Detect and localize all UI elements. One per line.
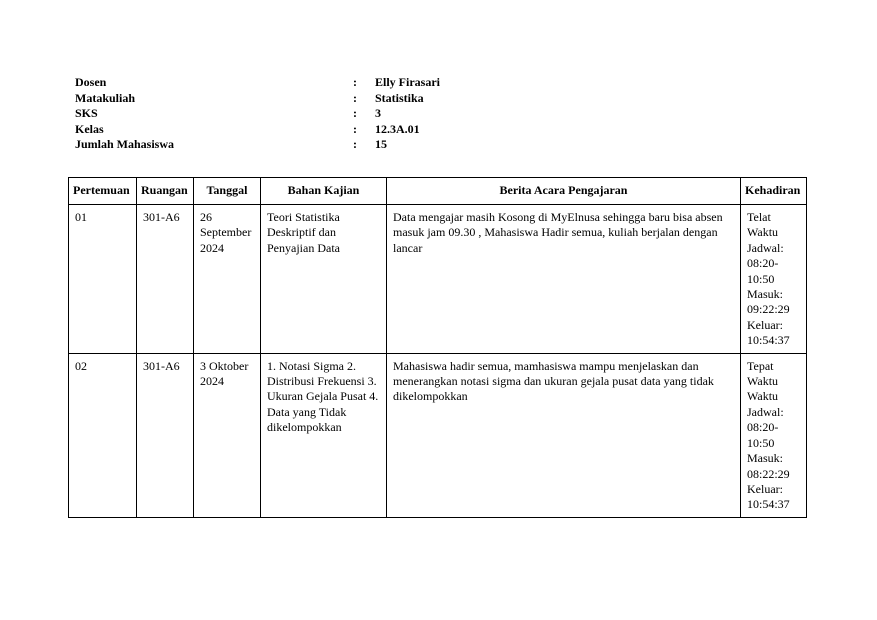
attendance-line: 10:50	[747, 435, 775, 450]
info-label: SKS	[75, 106, 98, 121]
attendance-line: 10:54:37	[747, 333, 790, 348]
table-header-row	[69, 178, 807, 205]
info-row-dosen	[75, 75, 575, 91]
attendance-line: Telat	[747, 210, 771, 224]
header-ruangan: Ruangan	[137, 178, 194, 205]
info-row-kelas	[75, 122, 575, 138]
attendance-line: Jadwal:	[747, 240, 784, 255]
attendance-line: Jadwal:	[747, 404, 784, 419]
info-label: Jumlah Mahasiswa	[75, 137, 175, 152]
info-separator: :	[353, 75, 357, 89]
attendance-line: Tepat	[747, 358, 774, 373]
info-value: 3	[375, 106, 381, 121]
attendance-line: Waktu	[747, 225, 779, 240]
info-value: Statistika	[375, 90, 424, 105]
cell-pertemuan: 01	[69, 205, 137, 354]
cell-bahan-kajian: 1. Notasi Sigma 2. Distribusi Frekuensi 3. Ukuran Gejala Pusat 4. Data yang Tidak dikelompokkan	[261, 353, 387, 517]
info-label: Kelas	[75, 121, 104, 136]
table-row	[69, 205, 807, 354]
info-value: Elly Firasari	[375, 75, 440, 89]
header-pertemuan: Pertemuan	[69, 178, 137, 205]
attendance-line: Keluar:	[747, 481, 783, 496]
info-value: 15	[375, 137, 387, 152]
attendance-line: 10:50	[747, 271, 775, 286]
cell-tanggal: 3 Oktober 2024	[194, 353, 261, 517]
info-separator: :	[353, 137, 357, 152]
cell-bahan-kajian: Teori Statistika Deskriptif dan Penyajian Data	[261, 205, 387, 354]
cell-pertemuan: 02	[69, 353, 137, 517]
course-info	[75, 75, 575, 153]
header-bahan-kajian: Bahan Kajian	[261, 178, 387, 205]
info-label: Dosen	[75, 75, 107, 89]
header-tanggal: Tanggal	[194, 178, 261, 205]
info-row-jumlah-mahasiswa	[75, 137, 575, 153]
header-kehadiran: Kehadiran	[741, 178, 807, 205]
attendance-line: 08:20-	[747, 256, 779, 271]
attendance-line: 08:22:29	[747, 466, 790, 481]
info-row-matakuliah	[75, 91, 575, 107]
cell-ruangan: 301-A6	[137, 353, 194, 517]
cell-tanggal: 26 September 2024	[194, 205, 261, 354]
cell-kehadiran	[741, 353, 807, 517]
info-separator: :	[353, 121, 357, 136]
info-row-sks	[75, 106, 575, 122]
attendance-line: 09:22:29	[747, 302, 790, 317]
attendance-line: Waktu	[747, 374, 779, 389]
attendance-line: 10:54:37	[747, 497, 790, 512]
teaching-log-table	[68, 177, 807, 518]
info-separator: :	[353, 90, 357, 105]
attendance-line: Waktu	[747, 389, 779, 404]
table-row	[69, 353, 807, 517]
attendance-line: Masuk:	[747, 287, 783, 302]
cell-berita-acara: Mahasiswa hadir semua, mamhasiswa mampu menjelaskan dan menerangkan notasi sigma dan ukuran gejala pusat data yang tidak dikelompokkan	[387, 353, 741, 517]
cell-kehadiran	[741, 205, 807, 354]
attendance-line: 08:20-	[747, 420, 779, 435]
attendance-line: Masuk:	[747, 451, 783, 466]
info-separator: :	[353, 106, 357, 121]
attendance-line: Keluar:	[747, 317, 783, 332]
info-value: 12.3A.01	[375, 121, 420, 136]
header-berita-acara: Berita Acara Pengajaran	[387, 178, 741, 205]
info-label: Matakuliah	[75, 90, 136, 105]
cell-berita-acara: Data mengajar masih Kosong di MyElnusa sehingga baru bisa absen masuk jam 09.30 , Mahasiswa Hadir semua, kuliah berjalan dengan lancar	[387, 205, 741, 354]
cell-ruangan: 301-A6	[137, 205, 194, 354]
